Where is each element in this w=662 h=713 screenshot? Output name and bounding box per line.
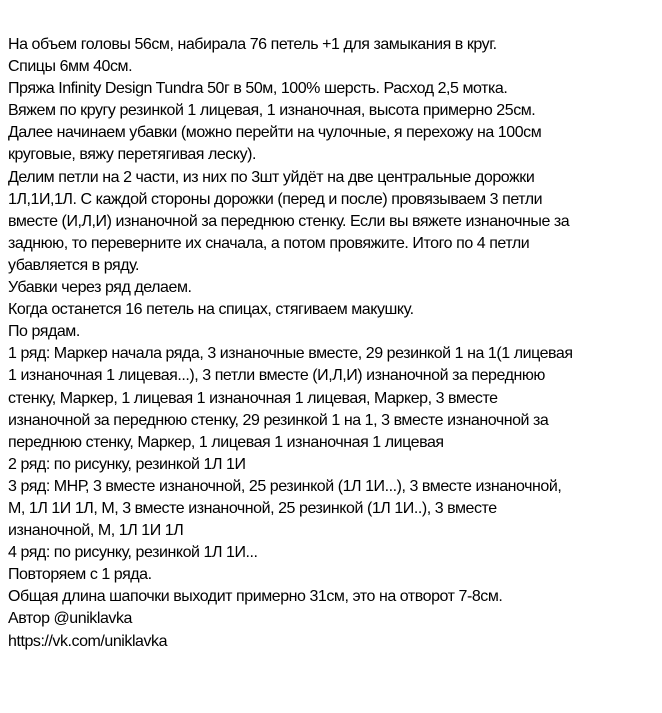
text-line: 1 ряд: Маркер начала ряда, 3 изнаночные вместе, 29 резинкой 1 на 1(1 лицевая (8, 345, 573, 363)
text-line: 4 ряд: по рисунку, резинкой 1Л 1И... (8, 544, 258, 562)
text-line: Пряжа Infinity Design Tundra 50г в 50м, 100% шерсть. Расход 2,5 мотка. (8, 80, 508, 98)
text-line: Повторяем с 1 ряда. (8, 566, 152, 584)
text-line: 2 ряд: по рисунку, резинкой 1Л 1И (8, 455, 246, 473)
text-line: заднюю, то переверните их сначала, а потом провяжите. Итого по 4 петли (8, 234, 530, 252)
text-line: Когда останется 16 петель на спицах, стягиваем макушку. (8, 301, 414, 319)
text-line: переднюю стенку, Маркер, 1 лицевая 1 изнаночная 1 лицевая (8, 433, 444, 451)
text-line: Вяжем по кругу резинкой 1 лицевая, 1 изнаночная, высота примерно 25см. (8, 102, 536, 120)
text-line: На объем головы 56см, набирала 76 петель +1 для замыкания в круг. (8, 36, 497, 53)
text-line: Общая длина шапочки выходит примерно 31см, это на отворот 7-8см. (8, 588, 503, 606)
author-link: https://vk.com/uniklavka (8, 632, 168, 650)
text-line: Убавки через ряд делаем. (8, 279, 192, 297)
text-line: стенку, Маркер, 1 лицевая 1 изнаночная 1 лицевая, Маркер, 3 вместе (8, 389, 498, 407)
text-line: М, 1Л 1И 1Л, М, 3 вместе изнаночной, 25 резинкой (1Л 1И..), 3 вместе (8, 499, 497, 517)
text-line: Спицы 6мм 40см. (8, 58, 133, 76)
text-line: Автор @uniklavka (8, 610, 132, 628)
text-line: Далее начинаем убавки (можно перейти на чулочные, я перехожу на 100см (8, 124, 542, 142)
text-line: По рядам. (8, 323, 80, 341)
document-text (8, 34, 658, 653)
text-line: изнаночной, М, 1Л 1И 1Л (8, 522, 184, 540)
text-line: 1Л,1И,1Л. С каждой стороны дорожки (перед и после) провязываем 3 петли (8, 190, 543, 208)
text-line: вместе (И,Л,И) изнаночной за переднюю стенку. Если вы вяжете изнаночные за (8, 212, 570, 230)
text-line: 1 изнаночная 1 лицевая...), 3 петли вместе (И,Л,И) изнаночной за переднюю (8, 367, 545, 385)
text-line: круговые, вяжу перетягивая леску). (8, 146, 257, 164)
text-line: убавляется в ряду. (8, 256, 140, 274)
text-line: Делим петли на 2 части, из них по 3шт уйдёт на две центральные дорожки (8, 168, 535, 186)
text-line: 3 ряд: МНР, 3 вместе изнаночной, 25 резинкой (1Л 1И...), 3 вместе изнаночной, (8, 477, 562, 495)
text-line: изнаночной за переднюю стенку, 29 резинкой 1 на 1, 3 вместе изнаночной за (8, 411, 549, 429)
